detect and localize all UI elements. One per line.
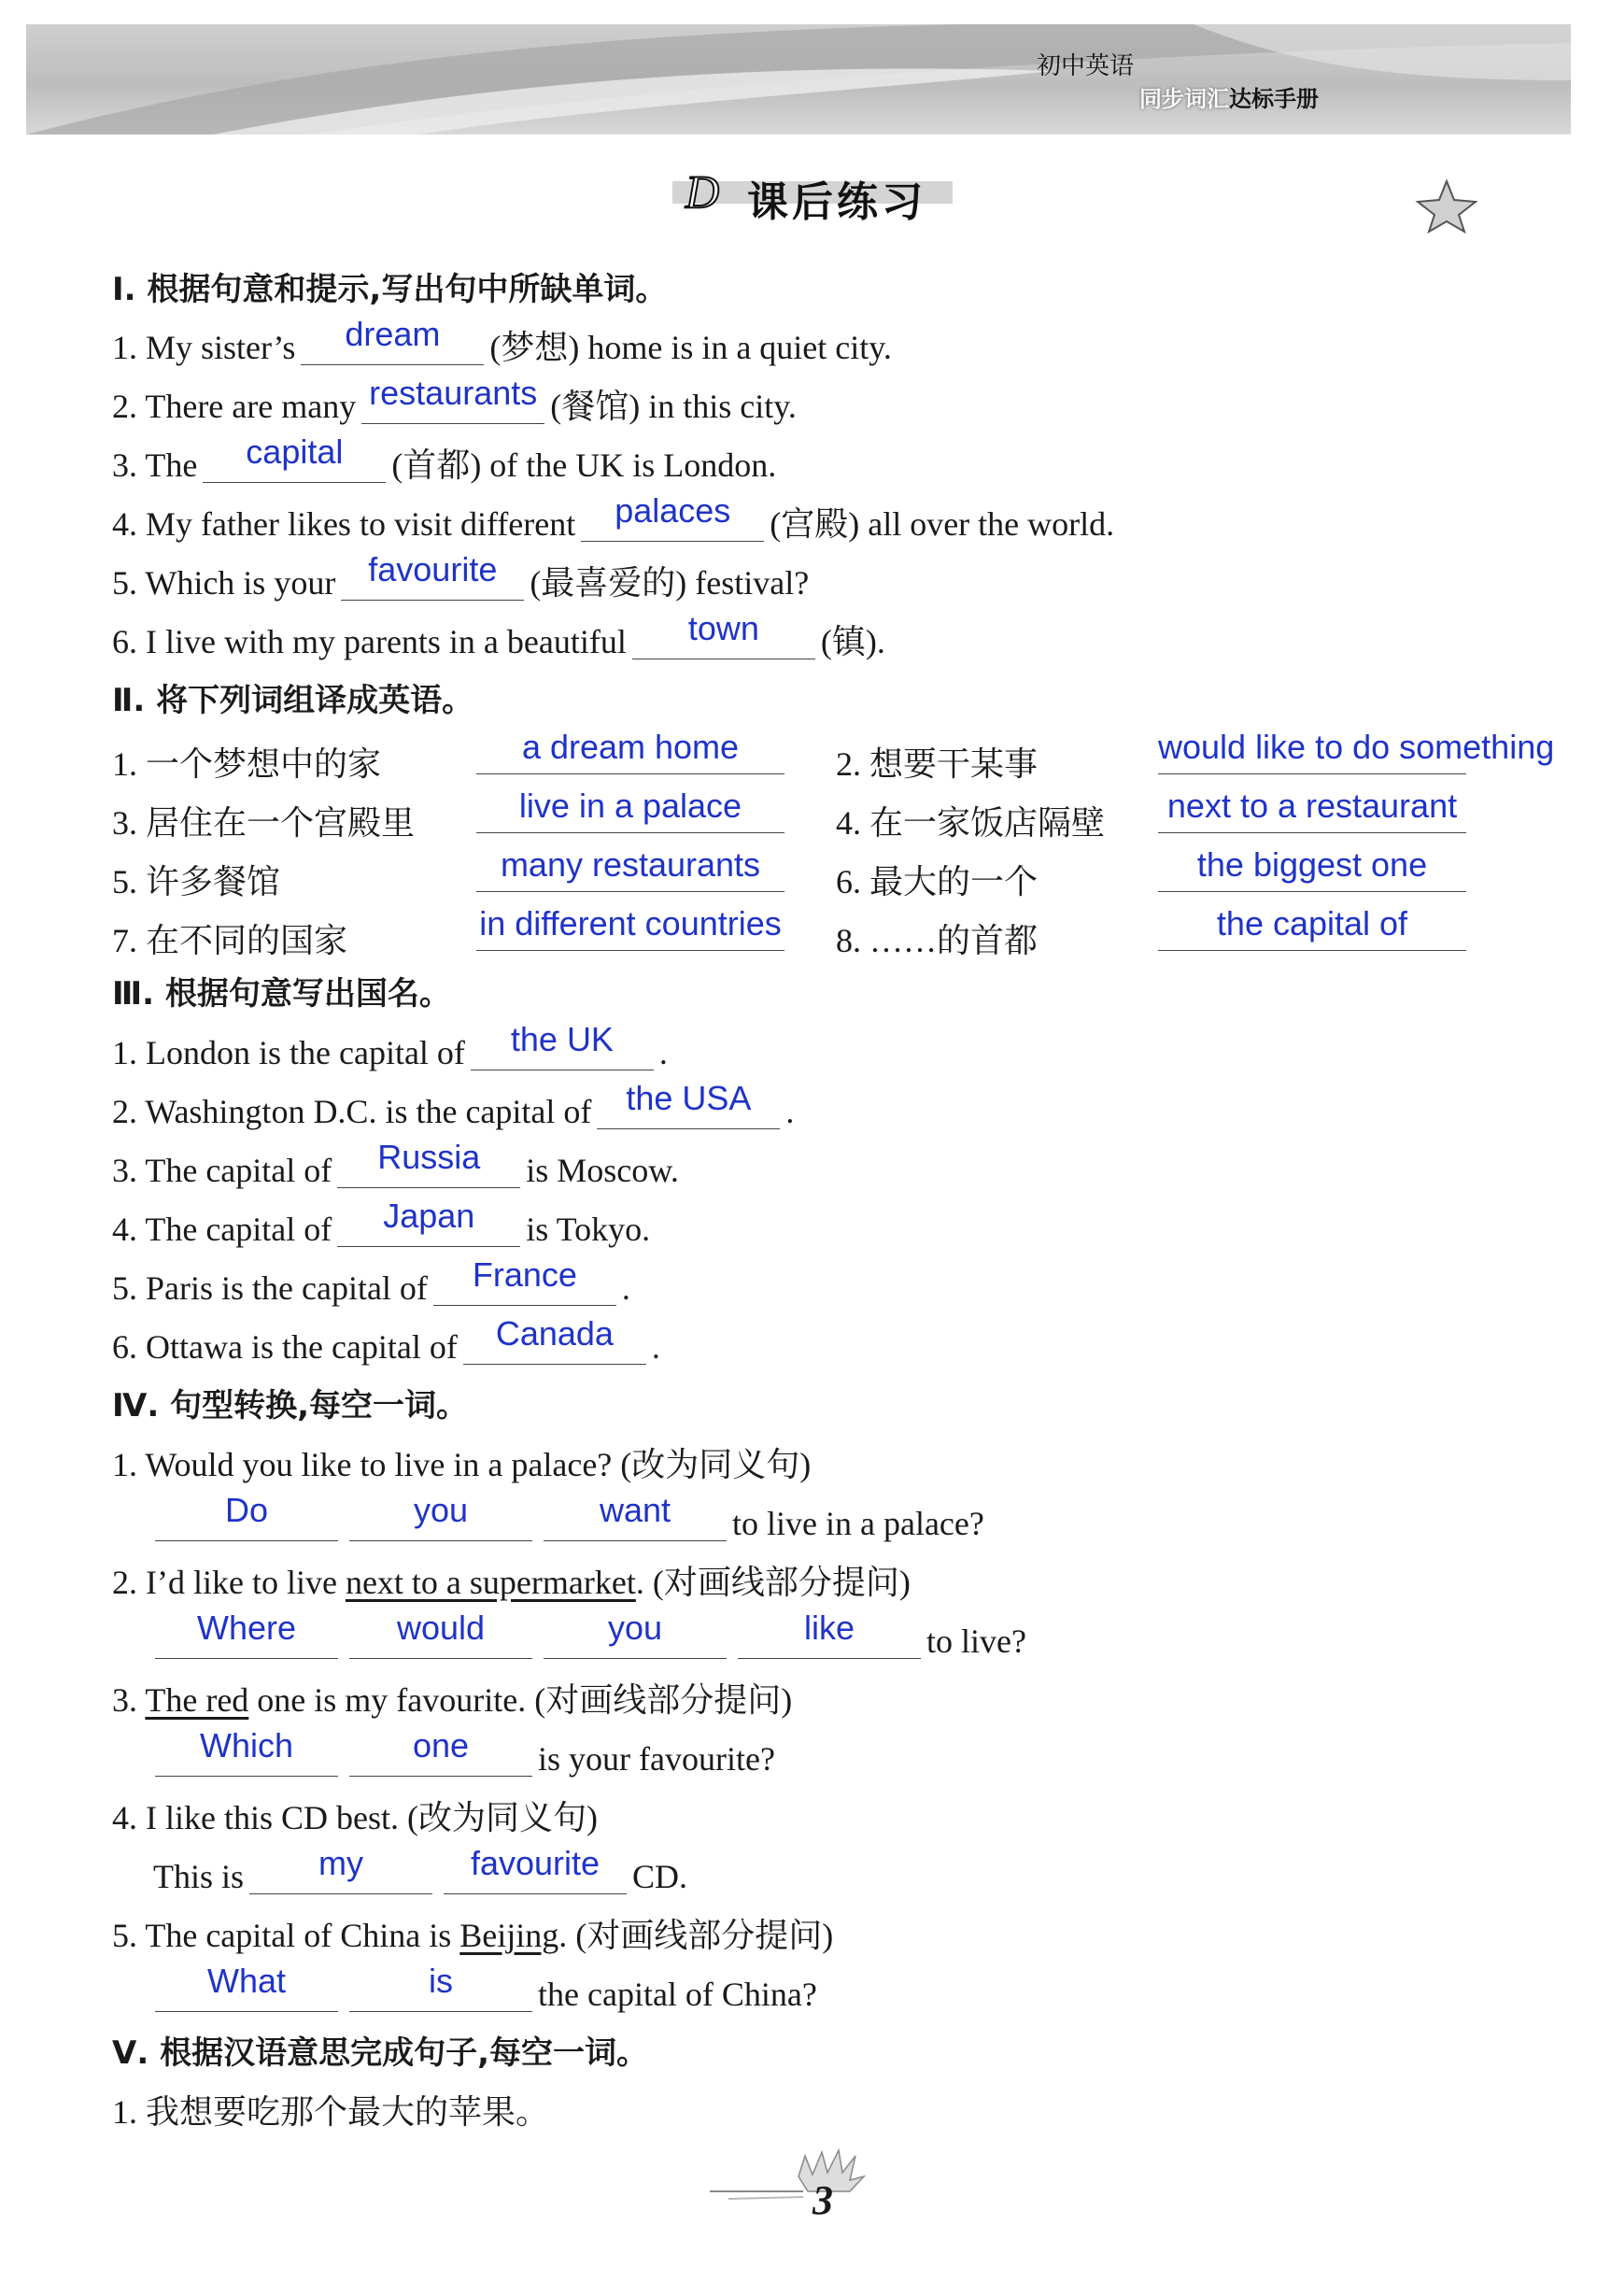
page-number: 3 bbox=[813, 2177, 833, 2223]
s2-label-3: 3. 居住在一个宫殿里 bbox=[112, 804, 416, 842]
underlined-phrase: next to a supermarket bbox=[345, 1564, 636, 1601]
s3-item-6: 6. Ottawa is the capital of Canada . bbox=[112, 1314, 660, 1366]
s1-item-4: 4. My father likes to visit different palaces (宫殿) all over the world. bbox=[112, 491, 1115, 543]
s4-q5-prompt: 5. The capital of China is Beijing. (对画线部分提问) bbox=[112, 1917, 834, 1954]
s1-item-1: 1. My sister’s dream (梦想) home is in a quiet city. bbox=[112, 315, 892, 366]
s2-label-8: 8. ……的首都 bbox=[836, 922, 1039, 959]
answer-blank[interactable]: would like to do something bbox=[1158, 729, 1466, 774]
book-subtitle: 同步词汇达标手册 bbox=[1139, 86, 1319, 112]
answer-blank[interactable]: my bbox=[249, 1845, 432, 1894]
answer-blank[interactable]: you bbox=[349, 1492, 532, 1541]
answer-blank[interactable]: the biggest one bbox=[1158, 846, 1466, 892]
answer-blank[interactable]: like bbox=[738, 1609, 921, 1659]
answer-blank[interactable]: live in a palace bbox=[476, 787, 784, 833]
answer-blank[interactable]: dream bbox=[301, 316, 484, 365]
answer-blank[interactable]: the capital of bbox=[1158, 905, 1466, 951]
answer-blank[interactable]: a dream home bbox=[476, 729, 784, 774]
answer-blank[interactable]: many restaurants bbox=[476, 846, 784, 892]
answer-blank[interactable]: Where bbox=[155, 1609, 338, 1659]
page-number-decoration bbox=[710, 2139, 869, 2242]
section-2-heading: Ⅱ. 将下列词组译成英语。 bbox=[112, 682, 474, 719]
s4-q5-answer-row: What is the capital of China? bbox=[149, 1974, 817, 2025]
section-5-heading: Ⅴ. 根据汉语意思完成句子,每空一词。 bbox=[112, 2034, 648, 2072]
book-title: 初中英语 bbox=[1037, 52, 1135, 80]
answer-blank[interactable]: is bbox=[349, 1963, 532, 2012]
underlined-phrase: The red bbox=[145, 1681, 249, 1719]
section-title: 课后练习 bbox=[747, 178, 926, 226]
s4-q4-answer-row: This is my favourite CD. bbox=[153, 1844, 688, 1895]
answer-blank[interactable]: Which bbox=[155, 1727, 338, 1777]
answer-blank[interactable]: palaces bbox=[581, 492, 764, 542]
section-1-heading: Ⅰ. 根据句意和提示,写出句中所缺单词。 bbox=[112, 271, 668, 308]
s2-label-1: 1. 一个梦想中的家 bbox=[112, 745, 382, 783]
answer-blank[interactable]: Canada bbox=[463, 1315, 646, 1365]
s2-label-6: 6. 最大的一个 bbox=[836, 863, 1039, 900]
s2-label-2: 2. 想要干某事 bbox=[836, 745, 1039, 783]
s4-q4-prompt: 4. I like this CD best. (改为同义句) bbox=[112, 1799, 598, 1836]
answer-blank[interactable]: the USA bbox=[597, 1080, 780, 1129]
answer-blank[interactable]: favourite bbox=[341, 551, 524, 601]
s1-item-3: 3. The capital (首都) of the UK is London. bbox=[112, 432, 777, 484]
s1-item-6: 6. I live with my parents in a beautiful town (镇). bbox=[112, 609, 885, 660]
banner-letter: D bbox=[685, 165, 720, 218]
answer-blank[interactable]: want bbox=[544, 1492, 727, 1541]
s3-item-5: 5. Paris is the capital of France . bbox=[112, 1255, 630, 1307]
s1-item-5: 5. Which is your favourite (最喜爱的) festival? bbox=[112, 550, 810, 602]
s4-q3-prompt: 3. The red one is my favourite. (对画线部分提问) bbox=[112, 1681, 793, 1719]
s3-item-1: 1. London is the capital of the UK . bbox=[112, 1020, 668, 1071]
answer-blank[interactable]: in different countries bbox=[476, 905, 784, 951]
s4-q3-answer-row: Which one is your favourite? bbox=[149, 1738, 775, 1790]
answer-blank[interactable]: What bbox=[155, 1963, 338, 2012]
answer-blank[interactable]: you bbox=[544, 1609, 727, 1659]
s3-item-4: 4. The capital of Japan is Tokyo. bbox=[112, 1197, 651, 1248]
answer-blank[interactable]: next to a restaurant bbox=[1158, 787, 1466, 833]
answer-blank[interactable]: capital bbox=[203, 433, 386, 483]
answer-blank[interactable]: Russia bbox=[337, 1139, 520, 1188]
s5-q1: 1. 我想要吃那个最大的苹果。 bbox=[112, 2093, 550, 2131]
answer-blank[interactable]: one bbox=[349, 1727, 532, 1777]
answer-blank[interactable]: Do bbox=[155, 1492, 338, 1541]
s1-item-2: 2. There are many restaurants (餐馆) in this city. bbox=[112, 374, 797, 425]
s2-label-7: 7. 在不同的国家 bbox=[112, 922, 348, 959]
s3-item-3: 3. The capital of Russia is Moscow. bbox=[112, 1138, 679, 1189]
header-swoosh-decoration bbox=[26, 24, 1571, 135]
section-4-heading: Ⅳ. 句型转换,每空一词。 bbox=[112, 1387, 469, 1424]
s4-q2-prompt: 2. I’d like to live next to a supermarket. (对画线部分提问) bbox=[112, 1564, 911, 1601]
answer-blank[interactable]: favourite bbox=[444, 1845, 627, 1894]
answer-blank[interactable]: France bbox=[433, 1256, 616, 1306]
section-3-heading: Ⅲ. 根据句意写出国名。 bbox=[112, 975, 451, 1013]
s4-q1-prompt: 1. Would you like to live in a palace? (改为同义句) bbox=[112, 1446, 812, 1483]
header-band bbox=[26, 24, 1571, 135]
answer-blank[interactable]: restaurants bbox=[361, 375, 544, 424]
s2-label-4: 4. 在一家饭店隔壁 bbox=[836, 804, 1106, 842]
star-icon bbox=[1414, 177, 1479, 234]
answer-blank[interactable]: the UK bbox=[471, 1021, 654, 1070]
underlined-phrase: Beijing bbox=[459, 1917, 559, 1954]
answer-blank[interactable]: would bbox=[349, 1609, 532, 1659]
s3-item-2: 2. Washington D.C. is the capital of the USA . bbox=[112, 1079, 795, 1130]
answer-blank[interactable]: town bbox=[632, 610, 815, 659]
s2-label-5: 5. 许多餐馆 bbox=[112, 863, 281, 900]
s4-q2-answer-row: Where would you like to live? bbox=[149, 1621, 1026, 1672]
s4-q1-answer-row: Do you want to live in a palace? bbox=[149, 1503, 984, 1554]
answer-blank[interactable]: Japan bbox=[337, 1198, 520, 1247]
